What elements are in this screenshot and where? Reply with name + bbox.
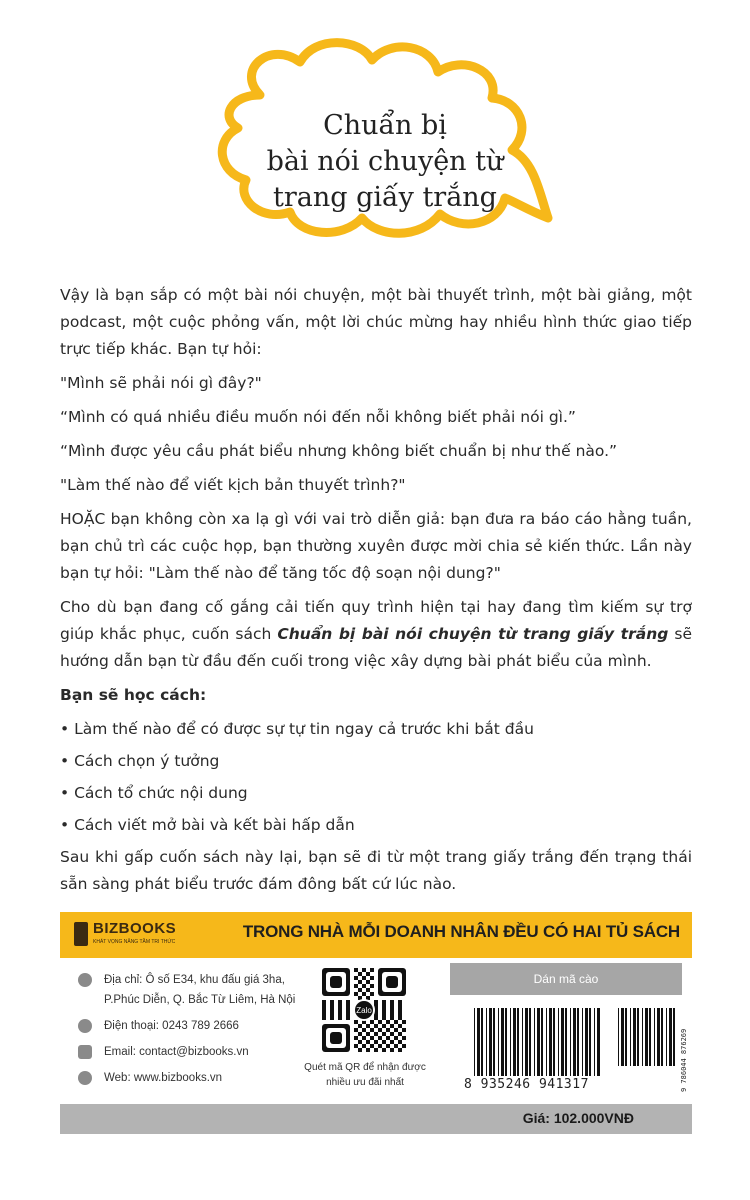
ean-barcode: [472, 1008, 604, 1080]
qr-module: [382, 1008, 386, 1012]
learn-heading-text: Bạn sẽ học cách:: [60, 686, 207, 704]
qr-module: [366, 980, 370, 984]
qr-module: [390, 1032, 394, 1036]
qr-module: [370, 1036, 374, 1040]
title-line-2: bài nói chuyện từ: [266, 146, 504, 177]
barcode-bar: [642, 1008, 643, 1066]
barcode-bar: [582, 1008, 583, 1076]
qr-module: [346, 1004, 350, 1008]
learn-item-1: • Làm thế nào để có được sự tự tin ngay cả trước khi bắt đầu: [60, 720, 534, 738]
qr-module: [398, 1004, 402, 1008]
qr-module: [386, 1020, 390, 1024]
barcode-bar: [625, 1008, 627, 1066]
question-4: "Làm thế nào để viết kịch bản thuyết trình?": [60, 476, 406, 494]
barcode-bar: [673, 1008, 675, 1066]
barcode-bar: [549, 1008, 552, 1076]
qr-caption-line-1: Quét mã QR để nhận được: [304, 1062, 426, 1073]
qr-module: [338, 1012, 342, 1016]
qr-module: [394, 1028, 398, 1032]
bizbooks-logo: [74, 920, 192, 950]
qr-module: [394, 1036, 398, 1040]
learn-item-4: • Cách viết mở bài và kết bài hấp dẫn: [60, 816, 355, 834]
barcode-bar: [486, 1008, 487, 1076]
barcode-bar: [513, 1008, 516, 1076]
publisher-banner: [60, 912, 692, 958]
qr-module: [338, 1004, 342, 1008]
zalo-label: Zalo: [356, 1006, 372, 1015]
qr-module: [382, 1012, 386, 1016]
barcode-bar: [669, 1008, 672, 1066]
qr-module: [338, 1008, 342, 1012]
barcode-bar: [541, 1008, 543, 1076]
qr-module: [354, 1044, 358, 1048]
qr-module: [390, 1008, 394, 1012]
qr-code[interactable]: [322, 968, 406, 1052]
address-row: [78, 970, 298, 1010]
barcode-bar: [645, 1008, 648, 1066]
qr-module: [398, 1032, 402, 1036]
barcode-bar: [594, 1008, 595, 1076]
qr-module: [374, 1024, 378, 1028]
qr-module: [366, 1040, 370, 1044]
globe-icon: [78, 1071, 92, 1085]
barcode-bar: [498, 1008, 499, 1076]
qr-module: [330, 1000, 334, 1004]
qr-module: [354, 1028, 358, 1032]
address-line-2: P.Phúc Diễn, Q. Bắc Từ Liêm, Hà Nội: [104, 994, 296, 1006]
qr-module: [346, 1000, 350, 1004]
title-line-3: trang giấy trắng: [273, 182, 497, 213]
qr-module: [402, 1044, 406, 1048]
barcode-bar: [553, 1008, 555, 1076]
qr-module: [370, 1044, 374, 1048]
qr-module: [358, 1040, 362, 1044]
qr-module: [374, 1040, 378, 1044]
barcode-number: 8 935246 941317: [464, 1077, 589, 1092]
qr-finder: [386, 976, 398, 988]
barcode-bar: [522, 1008, 523, 1076]
qr-module: [358, 988, 362, 992]
barcode-bar: [546, 1008, 547, 1076]
barcode-bar: [621, 1008, 624, 1066]
qr-module: [382, 1000, 386, 1004]
qr-module: [346, 1012, 350, 1016]
qr-module: [322, 1016, 326, 1020]
qr-module: [386, 1028, 390, 1032]
qr-module: [358, 1024, 362, 1028]
qr-module: [322, 1012, 326, 1016]
qr-module: [398, 1012, 402, 1016]
qr-module: [354, 1036, 358, 1040]
barcode-bar: [654, 1008, 655, 1066]
email-icon: [78, 1045, 92, 1059]
qr-module: [398, 1008, 402, 1012]
qr-module: [330, 1004, 334, 1008]
barcode-bar: [573, 1008, 576, 1076]
barcode-bar: [649, 1008, 651, 1066]
contact-info: [78, 970, 298, 1094]
learn-item-3: • Cách tổ chức nội dung: [60, 784, 248, 802]
qr-caption-line-2: nhiều ưu đãi nhất: [326, 1077, 404, 1088]
qr-module: [374, 1048, 378, 1052]
price-bar: [60, 1104, 692, 1134]
qr-module: [358, 1032, 362, 1036]
barcode-bar: [633, 1008, 636, 1066]
closing-paragraph: Sau khi gấp cuốn sách này lại, bạn sẽ đi từ một trang giấy trắng đến trạng thái sẵn sàng phát biểu trước đám đông bất cứ lúc nào.: [60, 848, 692, 893]
qr-module: [346, 1008, 350, 1012]
barcode-bar: [517, 1008, 519, 1076]
intro-paragraph: Vậy là bạn sắp có một bài nói chuyện, một bài thuyết trình, một bài giảng, một podcast, một cuộc phỏng vấn, một lời chúc mừng hay nhiều hình thức giao tiếp trực tiếp khác. Bạn tự hỏi:: [60, 286, 692, 358]
qr-module: [374, 1032, 378, 1036]
qr-module: [382, 1004, 386, 1008]
qr-module: [366, 1024, 370, 1028]
barcode-bar: [558, 1008, 559, 1076]
qr-module: [354, 1020, 358, 1024]
email-row: [78, 1042, 298, 1062]
qr-module: [394, 1044, 398, 1048]
barcode-bar: [477, 1008, 480, 1076]
qr-module: [346, 1016, 350, 1020]
address-line-1: Địa chỉ: Ô số E34, khu đấu giá 3ha,: [104, 974, 285, 986]
book-paragraph-start: Cho dù bạn đang cố gắng cải tiến quy trình hiện tại hay đang tìm kiếm sự trợ giúp khắc phục, cuốn sách: [60, 598, 692, 643]
book-title-inline: Chuẩn bị bài nói chuyện từ trang giấy trắng: [277, 625, 669, 643]
barcode-bar: [481, 1008, 483, 1076]
barcode-bar: [474, 1008, 475, 1076]
barcode-bar: [529, 1008, 531, 1076]
barcode-bar: [570, 1008, 571, 1076]
qr-module: [362, 1036, 366, 1040]
qr-module: [322, 1000, 326, 1004]
qr-module: [330, 1016, 334, 1020]
barcode-bar: [505, 1008, 507, 1076]
question-3: “Mình được yêu cầu phát biểu nhưng không biết chuẩn bị như thế nào.”: [60, 442, 618, 460]
logo-mark-icon: [74, 922, 88, 946]
qr-module: [378, 1036, 382, 1040]
barcode-bar: [577, 1008, 579, 1076]
qr-module: [358, 972, 362, 976]
qr-module: [362, 984, 366, 988]
qr-module: [390, 1024, 394, 1028]
qr-module: [394, 1020, 398, 1024]
qr-module: [390, 1040, 394, 1044]
logo-tagline: KHÁT VỌNG NÂNG TẦM TRI THỨC: [93, 939, 176, 945]
qr-module: [398, 1040, 402, 1044]
qr-module: [322, 1004, 326, 1008]
speaker-paragraph: HOẶC bạn không còn xa lạ gì với vai trò diễn giả: bạn đưa ra báo cáo hằng tuần, bạn chủ trì các cuộc họp, bạn thường xuyên được mời chia sẻ kiến thức. Lần này bạn tự hỏi: "Làm thế nào để tăng tốc độ soạn nội dung?": [60, 510, 692, 582]
qr-finder: [330, 976, 342, 988]
location-icon: [78, 973, 92, 987]
learn-item-2: • Cách chọn ý tưởng: [60, 752, 220, 770]
qr-module: [378, 1028, 382, 1032]
logo-text: BIZBOOKS: [93, 920, 177, 937]
qr-module: [370, 1020, 374, 1024]
barcode-bar: [493, 1008, 495, 1076]
book-title: [220, 108, 550, 216]
phone-icon: [78, 1019, 92, 1033]
qr-module: [338, 1000, 342, 1004]
barcode-bar: [666, 1008, 667, 1066]
barcode-bar: [585, 1008, 588, 1076]
qr-module: [366, 1048, 370, 1052]
qr-module: [398, 1000, 402, 1004]
qr-module: [358, 1048, 362, 1052]
qr-module: [382, 1048, 386, 1052]
title-line-1: Chuẩn bị: [323, 110, 447, 141]
isbn-barcode: [616, 1008, 680, 1066]
qr-module: [362, 1028, 366, 1032]
barcode-bar: [661, 1008, 663, 1066]
phone-row: [78, 1016, 298, 1036]
qr-module: [390, 1000, 394, 1004]
qr-module: [362, 976, 366, 980]
qr-module: [402, 1020, 406, 1024]
qr-module: [390, 1004, 394, 1008]
email-text: Email: contact@bizbooks.vn: [104, 1046, 249, 1058]
qr-module: [362, 992, 366, 996]
barcode-bar: [510, 1008, 511, 1076]
slogan: TRONG NHÀ MỖI DOANH NHÂN ĐỀU CÓ HAI TỦ SÁCH: [242, 922, 680, 941]
price-label: Giá: 102.000VNĐ: [522, 1110, 634, 1126]
barcode-bar: [589, 1008, 591, 1076]
qr-module: [390, 1016, 394, 1020]
qr-module: [374, 1016, 378, 1020]
book-paragraph: [60, 594, 692, 675]
back-cover-description: [60, 282, 692, 905]
qr-module: [370, 968, 374, 972]
question-1: "Mình sẽ phải nói gì đây?": [60, 374, 262, 392]
barcode-bar: [637, 1008, 639, 1066]
book-paragraph-end: sẽ hướng dẫn bạn từ đầu đến cuối trong việc xây dựng bài phát biểu của mình.: [60, 625, 692, 670]
qr-module: [330, 1008, 334, 1012]
web-text: Web: www.bizbooks.vn: [104, 1072, 223, 1084]
qr-module: [390, 1012, 394, 1016]
scratch-code-label: Dán mã cào: [450, 963, 682, 995]
barcode-bar: [657, 1008, 660, 1066]
phone-text: Điện thoại: 0243 789 2666: [104, 1020, 239, 1032]
barcode-bar: [525, 1008, 528, 1076]
barcode-bar: [537, 1008, 540, 1076]
qr-module: [382, 1016, 386, 1020]
qr-module: [402, 1036, 406, 1040]
learn-heading: [60, 682, 692, 709]
qr-module: [354, 992, 358, 996]
barcode-bar: [597, 1008, 600, 1076]
qr-module: [370, 1028, 374, 1032]
qr-module: [398, 1024, 402, 1028]
qr-module: [358, 980, 362, 984]
qr-module: [382, 1032, 386, 1036]
qr-module: [362, 1044, 366, 1048]
qr-caption: [300, 1060, 430, 1090]
barcode-bar: [561, 1008, 564, 1076]
qr-module: [322, 1008, 326, 1012]
isbn-barcode-number: 9 786044 876269: [680, 1028, 688, 1092]
qr-module: [378, 1020, 382, 1024]
barcode-bar: [501, 1008, 504, 1076]
qr-module: [330, 1012, 334, 1016]
barcode-bar: [489, 1008, 492, 1076]
barcode-bar: [565, 1008, 567, 1076]
qr-module: [402, 1028, 406, 1032]
barcode-bar: [618, 1008, 619, 1066]
qr-module: [354, 968, 358, 972]
barcode-bar: [534, 1008, 535, 1076]
qr-module: [398, 1016, 402, 1020]
barcode-bar: [630, 1008, 631, 1066]
qr-module: [386, 1036, 390, 1040]
question-2: “Mình có quá nhiều điều muốn nói đến nỗi không biết phải nói gì.”: [60, 408, 576, 426]
qr-module: [362, 968, 366, 972]
qr-module: [386, 1044, 390, 1048]
qr-module: [366, 988, 370, 992]
qr-module: [398, 1048, 402, 1052]
qr-module: [390, 1048, 394, 1052]
qr-module: [378, 1044, 382, 1048]
web-row: [78, 1068, 298, 1088]
qr-module: [338, 1016, 342, 1020]
qr-module: [366, 972, 370, 976]
qr-module: [374, 1000, 378, 1004]
qr-module: [366, 1032, 370, 1036]
qr-module: [370, 992, 374, 996]
qr-module: [382, 1040, 386, 1044]
qr-module: [354, 976, 358, 980]
qr-module: [370, 976, 374, 980]
qr-finder: [330, 1032, 342, 1044]
qr-module: [370, 984, 374, 988]
qr-module: [354, 984, 358, 988]
qr-module: [382, 1024, 386, 1028]
